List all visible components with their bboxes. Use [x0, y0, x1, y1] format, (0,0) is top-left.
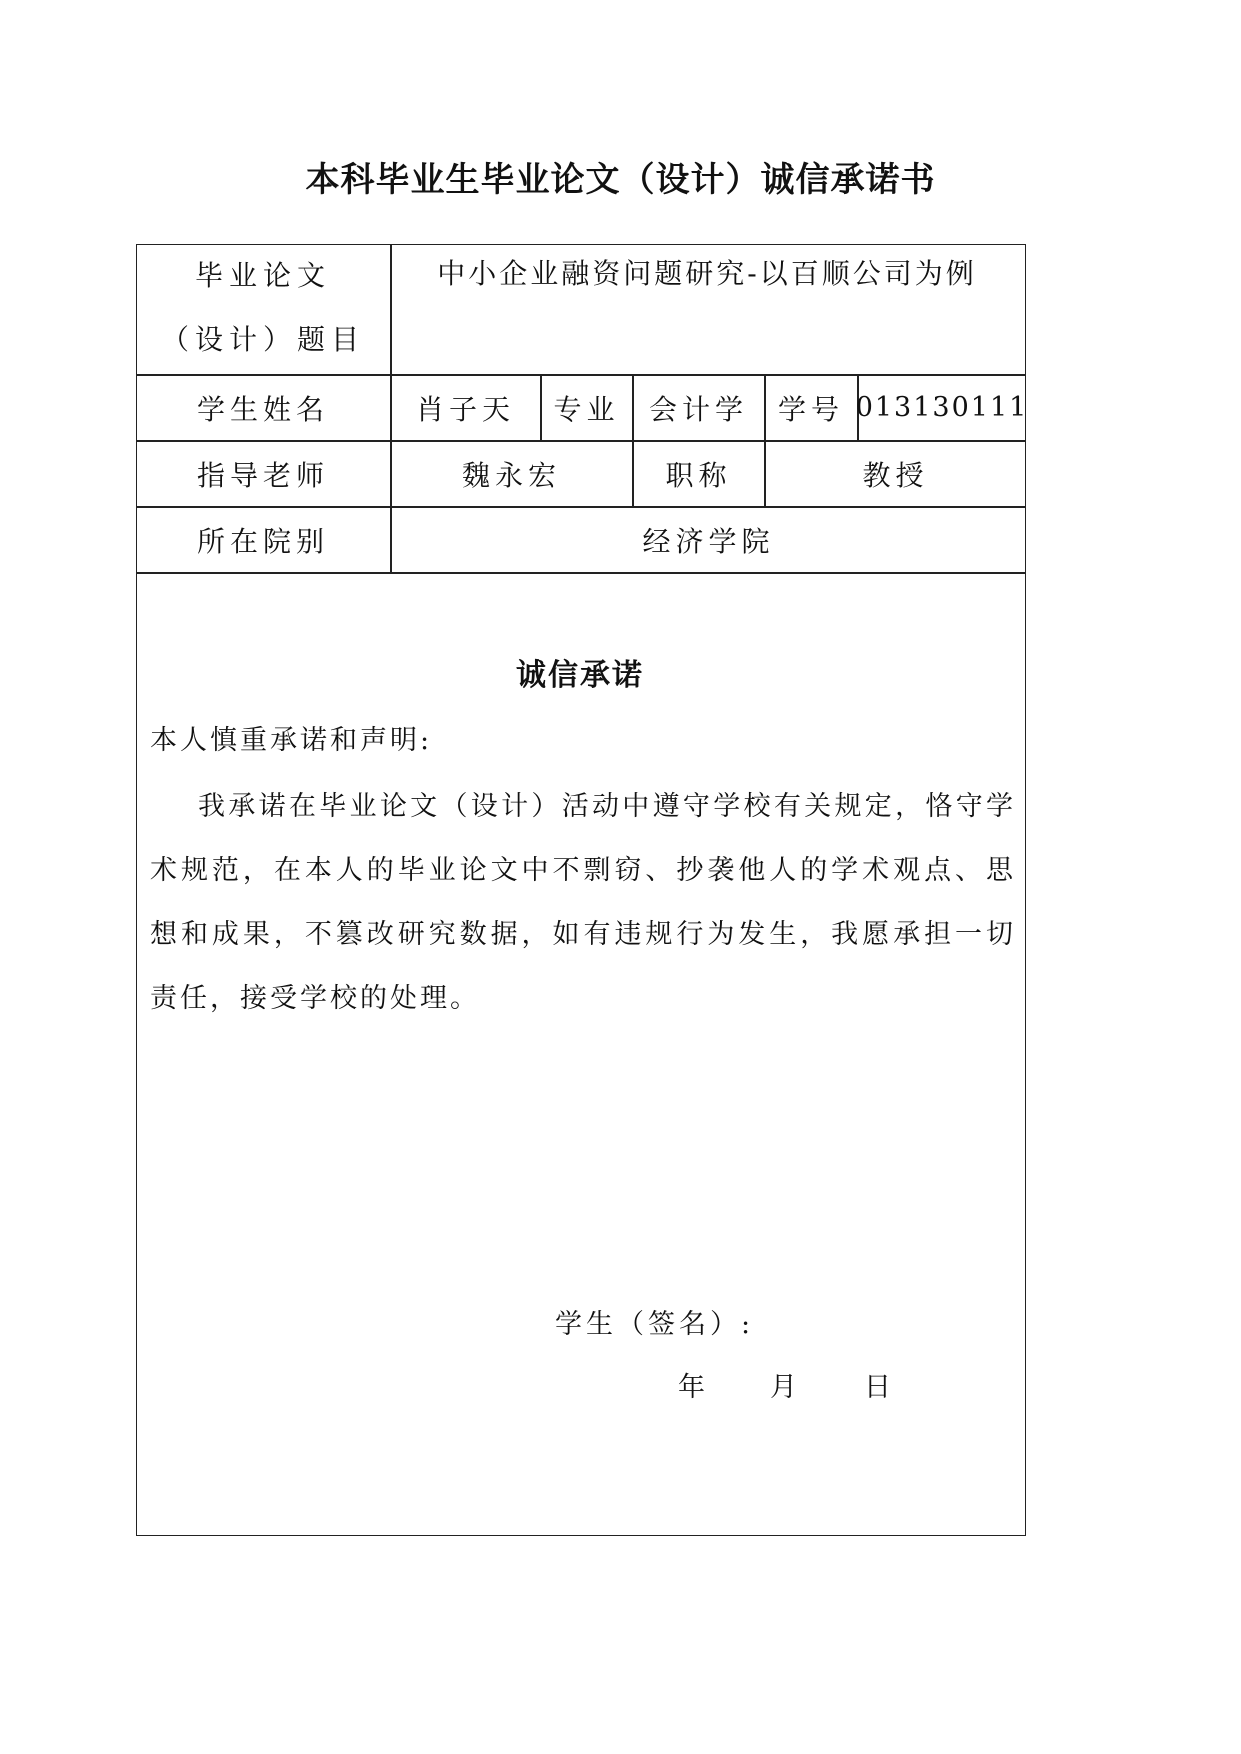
thesis-topic-label-line1: 毕业论文: [194, 259, 331, 292]
row-divider: [136, 572, 1026, 574]
student-name-label: 学生姓名: [196, 392, 329, 426]
date-month-label: 月: [770, 1372, 797, 1403]
school-label: 所在院别: [196, 524, 329, 558]
pledge-heading: 诚信承诺: [516, 658, 644, 693]
major-label: 专业: [553, 392, 620, 426]
student-id-label: 学号: [777, 392, 844, 426]
advisor-value: 魏永宏: [461, 458, 561, 492]
school-value: 经济学院: [642, 524, 775, 558]
date-year-label: 年: [678, 1372, 705, 1403]
document-title: 本科毕业生毕业论文（设计）诚信承诺书: [305, 160, 936, 200]
thesis-topic-label-line2: （设计）题目: [160, 323, 365, 356]
major-value: 会计学: [648, 392, 748, 426]
student-name-value: 肖子天: [415, 392, 515, 426]
pledge-intro: 本人慎重承诺和声明:: [150, 725, 433, 756]
title-rank-label: 职称: [665, 458, 732, 492]
student-id-value: 013130111: [855, 392, 1029, 423]
advisor-label: 指导老师: [196, 458, 329, 492]
pledge-body: 我承诺在毕业论文（设计）活动中遵守学校有关规定，恪守学术规范，在本人的毕业论文中不剽窃、抄袭他人的学术观点、思想和成果，不篡改研究数据，如有违规行为发生，我愿承担一切责任，接受学校的处理。: [150, 791, 1016, 1014]
title-rank-value: 教授: [862, 458, 929, 492]
thesis-topic-label: [136, 244, 390, 374]
signature-label: 学生（签名）:: [555, 1309, 755, 1340]
date-day-label: 日: [864, 1372, 891, 1403]
thesis-topic-value: 中小企业融资问题研究-以百顺公司为例: [437, 257, 977, 290]
